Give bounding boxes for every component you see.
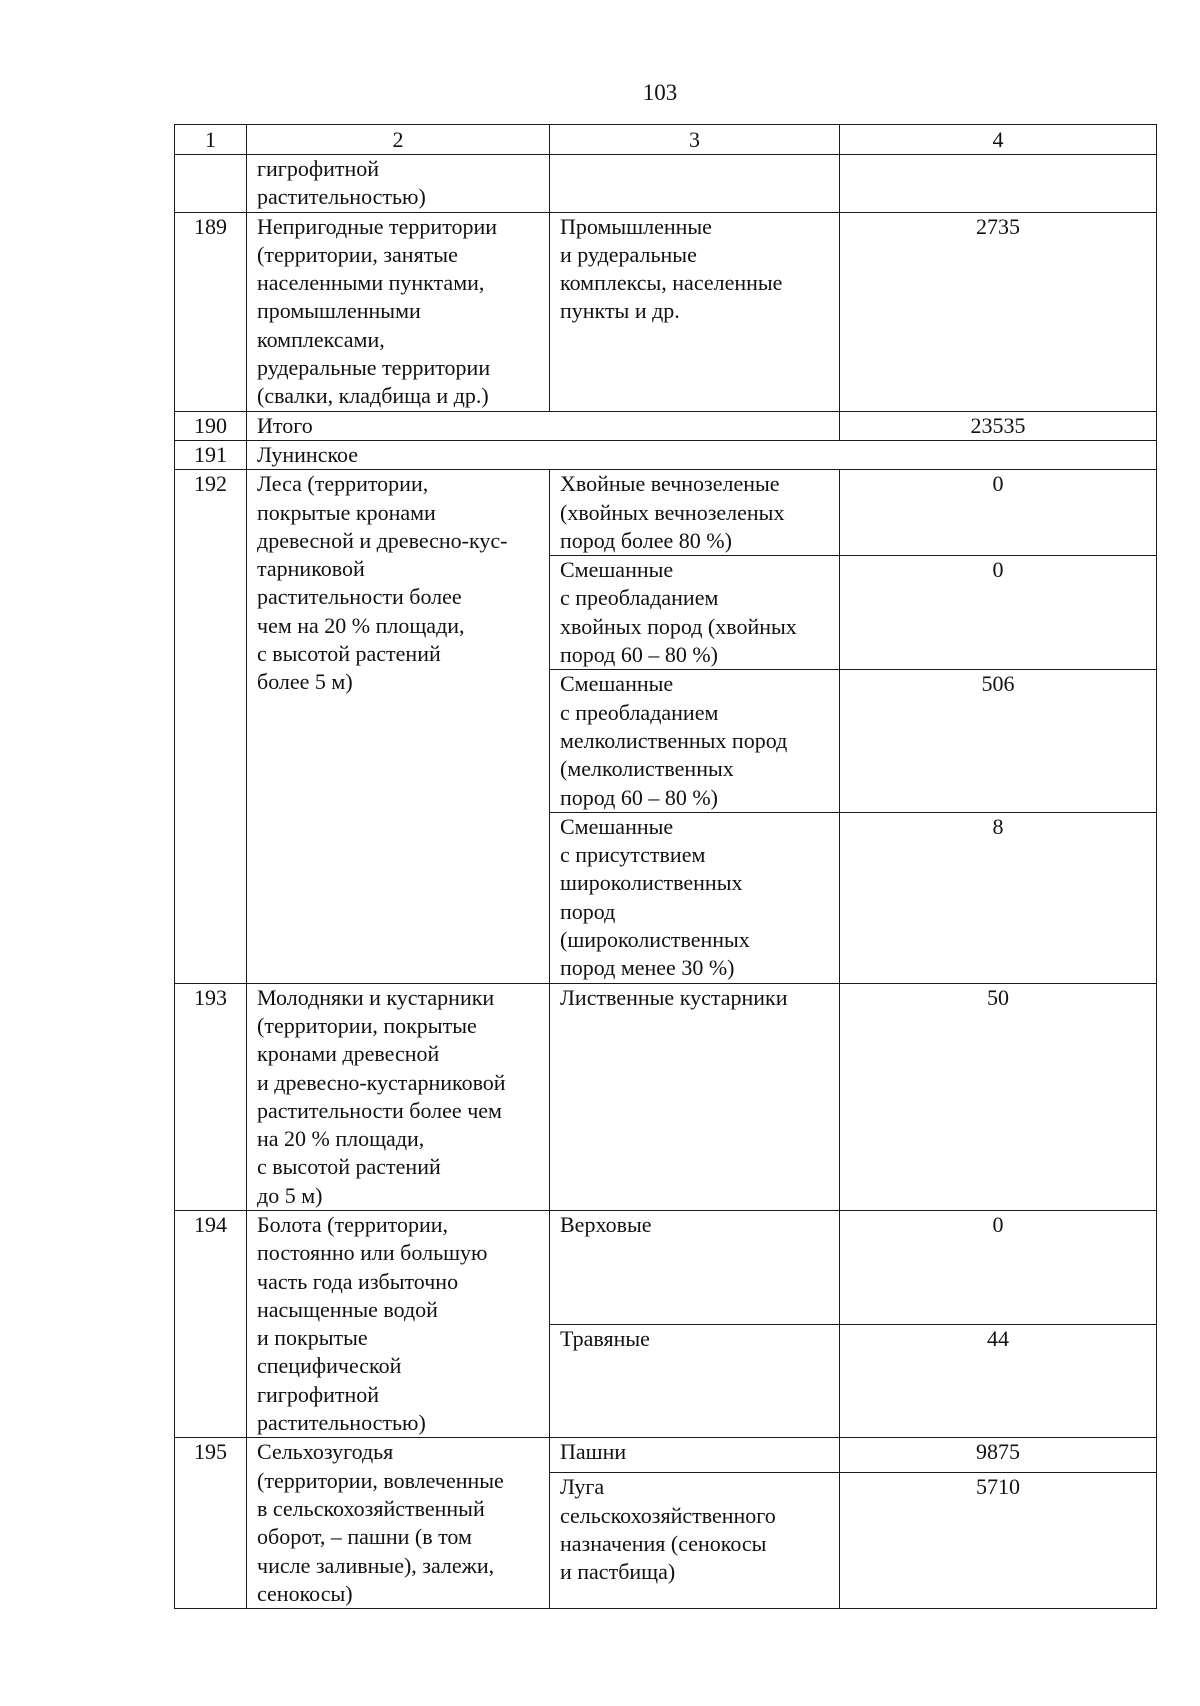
value-cell: 0	[840, 1210, 1157, 1324]
type-cell: Пашни	[550, 1438, 840, 1473]
description-cell: Молодняки и кустарники (территории, покрытые кронами древесной и древесно-кустарниковой растительности более чем на 20 % площади, с высотой растений до 5 м)	[247, 983, 550, 1210]
row-number-cell: 192	[175, 470, 247, 983]
value-cell: 44	[840, 1324, 1157, 1438]
type-cell: Лиственные кустарники	[550, 983, 840, 1210]
table-row	[175, 1210, 1157, 1324]
table-row	[175, 155, 1157, 213]
type-cell: Смешанные с присутствием широколиственных пород (широколиственных пород менее 30 %)	[550, 812, 840, 983]
description-cell: Сельхозугодья (территории, вовлеченные в сельскохозяйственный оборот, – пашни (в том числе заливные), залежи, сенокосы)	[247, 1438, 550, 1609]
value-cell: 8	[840, 812, 1157, 983]
type-cell: Травяные	[550, 1324, 840, 1438]
row-number-cell: 195	[175, 1438, 247, 1609]
type-cell: Верховые	[550, 1210, 840, 1324]
column-header-2: 2	[247, 125, 550, 155]
row-number-cell: 191	[175, 440, 247, 469]
type-cell: Смешанные с преобладанием мелколиственных пород (мелколиственных пород 60 – 80 %)	[550, 670, 840, 812]
column-header-1: 1	[175, 125, 247, 155]
value-cell: 506	[840, 670, 1157, 812]
value-cell: 0	[840, 470, 1157, 556]
row-number-cell: 190	[175, 411, 247, 440]
description-cell: гигрофитной растительностью)	[247, 155, 550, 213]
type-cell: Промышленные и рудеральные комплексы, населенные пункты и др.	[550, 212, 840, 411]
type-cell: Смешанные с преобладанием хвойных пород (хвойных пород 60 – 80 %)	[550, 556, 840, 670]
row-number-cell	[175, 155, 247, 213]
value-cell: 50	[840, 983, 1157, 1210]
value-cell	[840, 155, 1157, 213]
row-number-cell: 194	[175, 1210, 247, 1437]
type-cell: Луга сельскохозяйственного назначения (сенокосы и пастбища)	[550, 1473, 840, 1609]
table-row	[175, 212, 1157, 411]
value-cell: 5710	[840, 1473, 1157, 1609]
page-number: 103	[642, 80, 678, 105]
table-row	[175, 983, 1157, 1210]
value-cell: 2735	[840, 212, 1157, 411]
column-header-4: 4	[840, 125, 1157, 155]
table-header-row	[175, 125, 1157, 155]
table-row	[175, 1438, 1157, 1473]
section-title-cell: Лунинское	[247, 440, 1157, 469]
total-value-cell: 23535	[840, 411, 1157, 440]
row-number-cell: 189	[175, 212, 247, 411]
row-number-cell: 193	[175, 983, 247, 1210]
table-row	[175, 470, 1157, 556]
section-row	[175, 440, 1157, 469]
type-cell: Хвойные вечнозеленые (хвойных вечнозеленых пород более 80 %)	[550, 470, 840, 556]
value-cell: 0	[840, 556, 1157, 670]
column-header-3: 3	[550, 125, 840, 155]
value-cell: 9875	[840, 1438, 1157, 1473]
description-cell: Леса (территории, покрытые кронами древесной и древесно-кус- тарниковой растительности более чем на 20 % площади, с высотой растений более 5 м)	[247, 470, 550, 983]
type-cell	[550, 155, 840, 213]
total-label-cell: Итого	[247, 411, 840, 440]
total-row	[175, 411, 1157, 440]
land-cover-table	[174, 124, 1157, 1609]
description-cell: Болота (территории, постоянно или большую часть года избыточно насыщенные водой и покрытые специфической гигрофитной растительностью)	[247, 1210, 550, 1437]
description-cell: Непригодные территории (территории, занятые населенными пунктами, промышленными комплексами, рудеральные территории (свалки, кладбища и др.)	[247, 212, 550, 411]
